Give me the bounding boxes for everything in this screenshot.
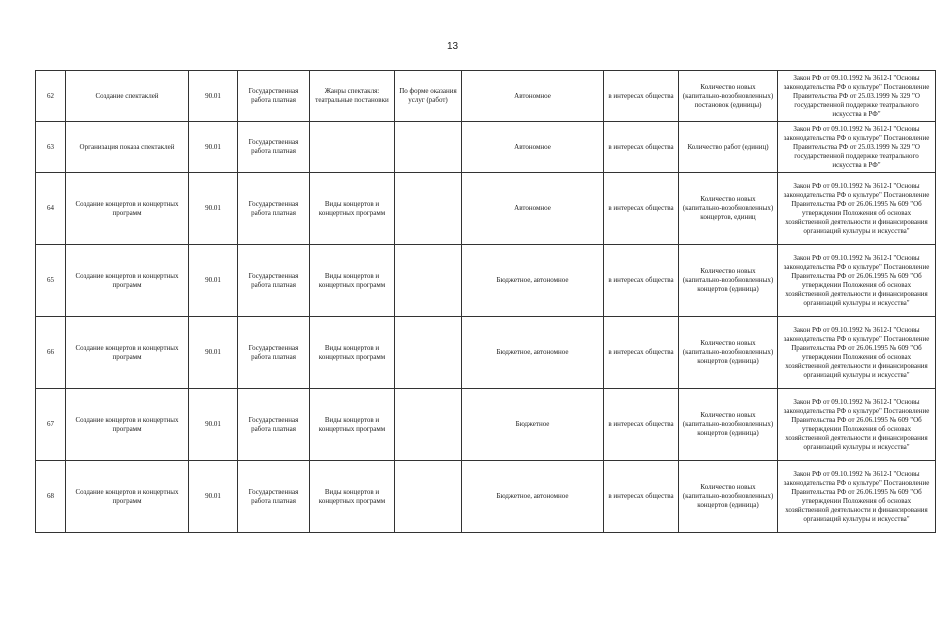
institution-type-cell: Автономное [462,173,604,245]
consumers-cell: в интересах общества [604,461,679,533]
work-content-cell: Жанры спектакля: театральные постановки [310,71,395,122]
volume-indicator-cell: Количество работ (единиц) [679,122,778,173]
work-conditions-cell [395,317,462,389]
work-type-cell: Государственная работа платная [238,317,310,389]
work-type-cell: Государственная работа платная [238,245,310,317]
legal-basis-cell: Закон РФ от 09.10.1992 № 3612-I "Основы законодательства РФ о культуре" Постановление Правительства РФ от 26.06.1995 № 609 "Об утверждении Положения об основах хозяйственной деятельности и финансирования организаций культуры и искусства" [778,245,936,317]
table-row [36,173,936,245]
institution-type-cell: Автономное [462,122,604,173]
work-content-cell: Виды концертов и концертных программ [310,389,395,461]
work-type-cell: Государственная работа платная [238,173,310,245]
row-number-cell: 67 [36,389,66,461]
institution-type-cell: Автономное [462,71,604,122]
okved-code-cell: 90.01 [189,71,238,122]
legal-basis-cell: Закон РФ от 09.10.1992 № 3612-I "Основы законодательства РФ о культуре" Постановление Правительства РФ от 26.06.1995 № 609 "Об утверждении Положения об основах хозяйственной деятельности и финансирования организаций культуры и искусства" [778,317,936,389]
work-content-cell: Виды концертов и концертных программ [310,461,395,533]
legal-basis-cell: Закон РФ от 09.10.1992 № 3612-I "Основы законодательства РФ о культуре" Постановление Правительства РФ от 26.06.1995 № 609 "Об утверждении Положения об основах хозяйственной деятельности и финансирования организаций культуры и искусства" [778,173,936,245]
institution-type-cell: Бюджетное, автономное [462,461,604,533]
work-conditions-cell [395,173,462,245]
registry-table [35,70,936,533]
registry-table-body [36,71,936,533]
okved-code-cell: 90.01 [189,122,238,173]
work-type-cell: Государственная работа платная [238,71,310,122]
consumers-cell: в интересах общества [604,245,679,317]
work-content-cell: Виды концертов и концертных программ [310,317,395,389]
table-row [36,461,936,533]
okved-code-cell: 90.01 [189,461,238,533]
work-name-cell: Создание концертов и концертных программ [66,461,189,533]
okved-code-cell: 90.01 [189,245,238,317]
legal-basis-cell: Закон РФ от 09.10.1992 № 3612-I "Основы законодательства РФ о культуре" Постановление Правительства РФ от 25.03.1999 № 329 "О государственной поддержке театрального искусства в РФ" [778,122,936,173]
table-row [36,317,936,389]
okved-code-cell: 90.01 [189,389,238,461]
volume-indicator-cell: Количество новых (капитально-возобновленных) постановок (единицы) [679,71,778,122]
row-number-cell: 63 [36,122,66,173]
work-type-cell: Государственная работа платная [238,389,310,461]
consumers-cell: в интересах общества [604,122,679,173]
consumers-cell: в интересах общества [604,71,679,122]
consumers-cell: в интересах общества [604,389,679,461]
volume-indicator-cell: Количество новых (капитально-возобновленных) концертов, единиц [679,173,778,245]
work-conditions-cell [395,122,462,173]
work-name-cell: Создание концертов и концертных программ [66,245,189,317]
work-conditions-cell: По форме оказания услуг (работ) [395,71,462,122]
work-name-cell: Организация показа спектаклей [66,122,189,173]
work-content-cell: Виды концертов и концертных программ [310,245,395,317]
institution-type-cell: Бюджетное, автономное [462,245,604,317]
legal-basis-cell: Закон РФ от 09.10.1992 № 3612-I "Основы законодательства РФ о культуре" Постановление Правительства РФ от 26.06.1995 № 609 "Об утверждении Положения об основах хозяйственной деятельности и финансирования организаций культуры и искусства" [778,461,936,533]
volume-indicator-cell: Количество новых (капитально-возобновленных) концертов (единица) [679,389,778,461]
volume-indicator-cell: Количество новых (капитально-возобновленных) концертов (единица) [679,317,778,389]
work-type-cell: Государственная работа платная [238,122,310,173]
row-number-cell: 68 [36,461,66,533]
institution-type-cell: Бюджетное [462,389,604,461]
work-type-cell: Государственная работа платная [238,461,310,533]
work-name-cell: Создание спектаклей [66,71,189,122]
consumers-cell: в интересах общества [604,317,679,389]
legal-basis-cell: Закон РФ от 09.10.1992 № 3612-I "Основы законодательства РФ о культуре" Постановление Правительства РФ от 25.03.1999 № 329 "О государственной поддержке театрального искусства в РФ" [778,71,936,122]
work-name-cell: Создание концертов и концертных программ [66,317,189,389]
volume-indicator-cell: Количество новых (капитально-возобновленных) концертов (единица) [679,245,778,317]
legal-basis-cell: Закон РФ от 09.10.1992 № 3612-I "Основы законодательства РФ о культуре" Постановление Правительства РФ от 26.06.1995 № 609 "Об утверждении Положения об основах хозяйственной деятельности и финансирования организаций культуры и искусства" [778,389,936,461]
okved-code-cell: 90.01 [189,173,238,245]
okved-code-cell: 90.01 [189,317,238,389]
work-conditions-cell [395,461,462,533]
row-number-cell: 62 [36,71,66,122]
row-number-cell: 65 [36,245,66,317]
work-name-cell: Создание концертов и концертных программ [66,173,189,245]
row-number-cell: 64 [36,173,66,245]
table-row [36,122,936,173]
table-row [36,71,936,122]
page-number: 13 [446,41,459,52]
table-row [36,389,936,461]
consumers-cell: в интересах общества [604,173,679,245]
volume-indicator-cell: Количество новых (капитально-возобновленных) концертов (единица) [679,461,778,533]
work-conditions-cell [395,245,462,317]
work-content-cell [310,122,395,173]
table-row [36,245,936,317]
row-number-cell: 66 [36,317,66,389]
work-content-cell: Виды концертов и концертных программ [310,173,395,245]
institution-type-cell: Бюджетное, автономное [462,317,604,389]
work-name-cell: Создание концертов и концертных программ [66,389,189,461]
work-conditions-cell [395,389,462,461]
